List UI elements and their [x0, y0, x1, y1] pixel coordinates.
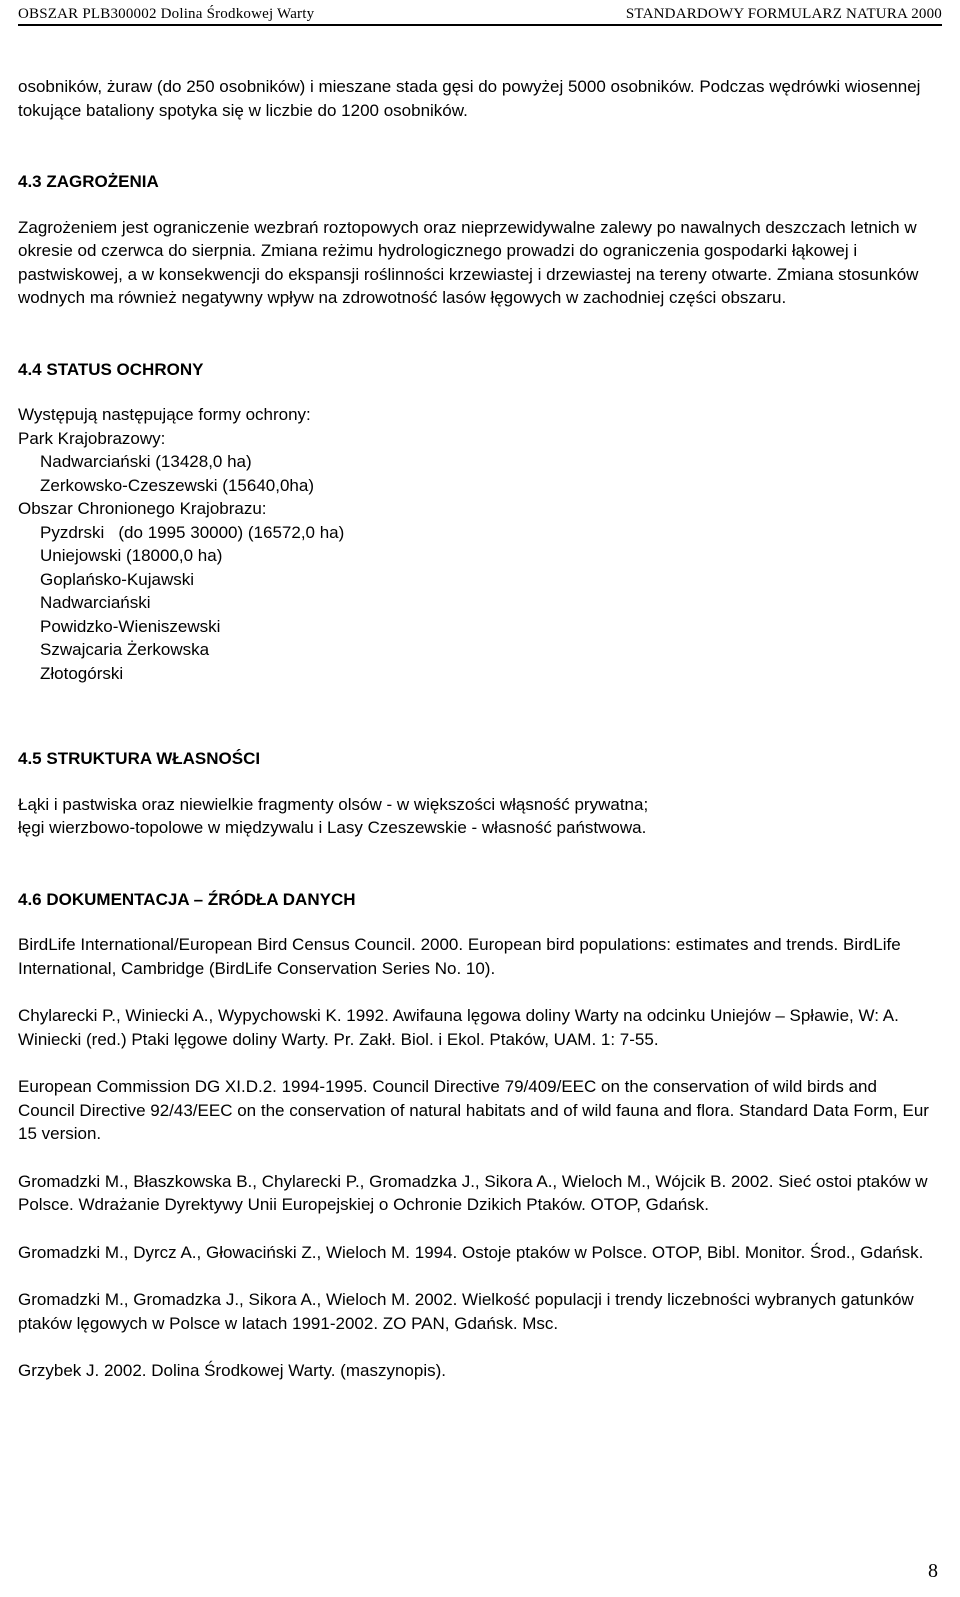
reference-item: Chylarecki P., Winiecki A., Wypychowski K. 1992. Awifauna lęgowa doliny Warty na odcinku Uniejów – Spławie, W: A. Winiecki (red.) Ptaki lęgowe doliny Warty. Pr. Zakł. Biol. i Ekol. Ptaków, UAM. 1: 7-55. — [18, 1006, 899, 1049]
ownership-line: łęgi wierzbowo-topolowe w międzywalu i Lasy Czeszewskie - własność państwowa. — [18, 818, 647, 837]
landscape-park-label: Park Krajobrazowy: — [18, 428, 166, 448]
section-heading-threats: 4.3 ZAGROŻENIA — [18, 172, 159, 191]
protection-status-list — [18, 403, 938, 685]
intro-paragraph: osobników, żuraw (do 250 osobników) i mieszane stada gęsi do powyżej 5000 osobników. Podczas wędrówki wiosennej tokujące bataliony spotyka się w liczbie do 1200 osobników. — [18, 77, 921, 120]
section-heading-ownership: 4.5 STRUKTURA WŁASNOŚCI — [18, 749, 261, 768]
threats-paragraph: Zagrożeniem jest ograniczenie wezbrań roztopowych oraz nieprzewidywalne zalewy po nawalnych deszczach letnich w okresie od czerwca do sierpnia. Zmiana reżimu hydrologicznego prowadzi do ograniczenia gospodarki łąkowej i pastwiskowej, a w konsekwencji do ekspansji roślinności krzewiastej i drzewiastej na tereny otwarte. Zmiana stosunków wodnych ma również negatywny wpływ na zdrowotność lasów łęgowych w zachodniej części obszaru. — [18, 217, 919, 307]
list-item: Uniejowski (18000,0 ha) — [40, 546, 223, 565]
reference-item: European Commission DG XI.D.2. 1994-1995. Council Directive 79/409/EEC on the conservation of wild birds and Council Directive 92/43/EEC on the conservation of natural habitats and of wild fauna and flora. Standard Data Form, Eur 15 version. — [18, 1077, 929, 1143]
reference-item: Gromadzki M., Błaszkowska B., Chylarecki P., Gromadzka J., Sikora A., Wieloch M., Wójcik B. 2002. Sieć ostoi ptaków w Polsce. Wdrażanie Dyrektywy Unii Europejskiej o Ochronie Dzikich Ptaków. OTOP, Gdańsk. — [18, 1171, 928, 1214]
header-document-title: OBSZAR PLB300002 Dolina Środkowej Warty — [18, 6, 315, 22]
document-body — [18, 75, 938, 1407]
ownership-line: Łąki i pastwiska oraz niewielkie fragmenty olsów - w większości włąsność prywatna; — [18, 794, 649, 814]
protection-intro: Występują następujące formy ochrony: — [18, 405, 311, 424]
list-item: Złotogórski — [40, 663, 124, 683]
header-divider — [18, 24, 942, 26]
protected-landscape-label: Obszar Chronionego Krajobrazu: — [18, 499, 267, 518]
list-item: Goplańsko-Kujawski — [40, 569, 195, 589]
list-item: Powidzko-Wieniszewski — [40, 616, 221, 636]
header-form-title: STANDARDOWY FORMULARZ NATURA 2000 — [625, 6, 942, 22]
reference-item: Gromadzki M., Dyrcz A., Głowaciński Z., Wieloch M. 1994. Ostoje ptaków w Polsce. OTOP, Bibl. Monitor. Środ., Gdańsk. — [18, 1242, 924, 1262]
list-item: Zerkowsko-Czeszewski (15640,0ha) — [40, 475, 314, 495]
section-heading-protection-status: 4.4 STATUS OCHRONY — [18, 359, 204, 379]
list-item: Szwajcaria Żerkowska — [40, 640, 210, 659]
reference-item: BirdLife International/European Bird Census Council. 2000. European bird populations: estimates and trends. BirdLife International, Cambridge (BirdLife Conservation Series No. 10). — [18, 935, 901, 978]
page-number: 8 — [928, 1560, 938, 1582]
list-item: Pyzdrski (do 1995 30000) (16572,0 ha) — [40, 522, 345, 542]
references-list — [18, 933, 938, 1383]
ownership-paragraph — [18, 793, 938, 840]
reference-item: Gromadzki M., Gromadzka J., Sikora A., Wieloch M. 2002. Wielkość populacji i trendy liczebności wybranych gatunków ptaków lęgowych w Polsce w latach 1991-2002. ZO PAN, Gdańsk. Msc. — [18, 1290, 914, 1333]
list-item: Nadwarciański — [40, 593, 151, 612]
section-heading-documentation: 4.6 DOKUMENTACJA – ŹRÓDŁA DANYCH — [18, 889, 356, 909]
list-item: Nadwarciański (13428,0 ha) — [40, 452, 252, 471]
reference-item: Grzybek J. 2002. Dolina Środkowej Warty. (maszynopis). — [18, 1361, 446, 1380]
